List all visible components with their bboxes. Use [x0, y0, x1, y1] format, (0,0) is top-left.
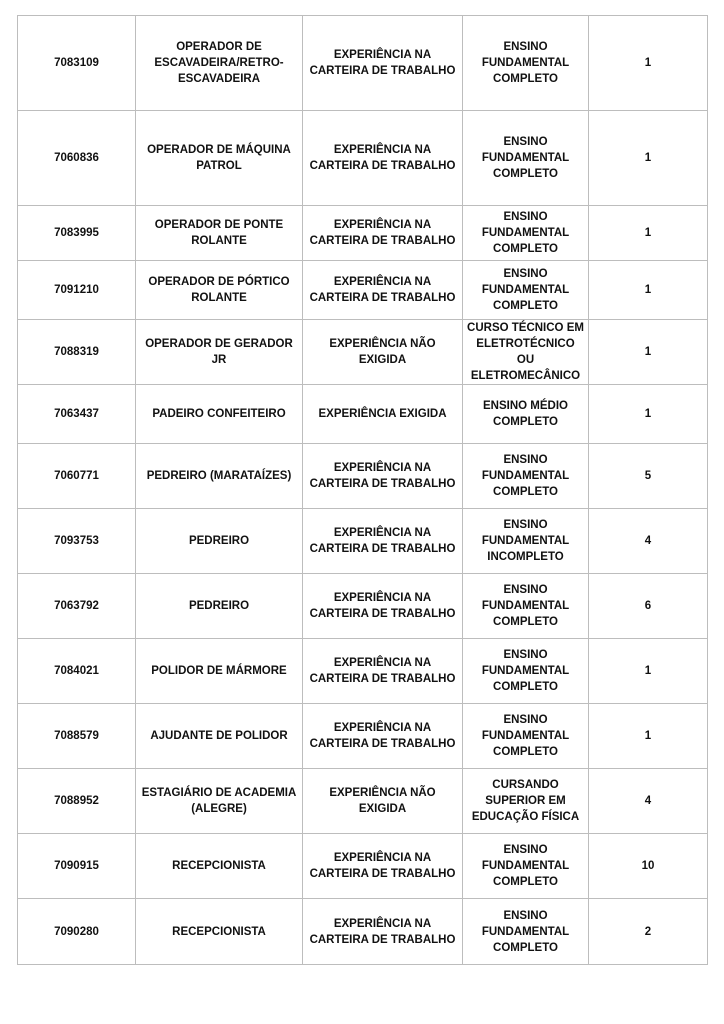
job-title: OPERADOR DE MÁQUINA PATROL — [136, 111, 303, 206]
job-title: PEDREIRO (MARATAÍZES) — [136, 444, 303, 509]
job-education: ENSINO FUNDAMENTAL COMPLETO — [463, 444, 589, 509]
job-title: PEDREIRO — [136, 509, 303, 574]
table-row — [18, 385, 708, 444]
job-title: OPERADOR DE PÓRTICO ROLANTE — [136, 261, 303, 320]
job-code: 7063792 — [18, 574, 136, 639]
job-education: ENSINO FUNDAMENTAL COMPLETO — [463, 16, 589, 111]
job-experience: EXPERIÊNCIA NA CARTEIRA DE TRABALHO — [303, 834, 463, 899]
job-experience: EXPERIÊNCIA EXIGIDA — [303, 385, 463, 444]
job-code: 7060836 — [18, 111, 136, 206]
job-education: ENSINO MÉDIO COMPLETO — [463, 385, 589, 444]
job-vacancies: 1 — [589, 261, 708, 320]
job-vacancies: 5 — [589, 444, 708, 509]
job-vacancies: 1 — [589, 639, 708, 704]
job-vacancies: 6 — [589, 574, 708, 639]
job-education: ENSINO FUNDAMENTAL COMPLETO — [463, 704, 589, 769]
job-vacancies: 2 — [589, 899, 708, 965]
job-education: ENSINO FUNDAMENTAL COMPLETO — [463, 899, 589, 965]
job-code: 7090280 — [18, 899, 136, 965]
job-experience: EXPERIÊNCIA NA CARTEIRA DE TRABALHO — [303, 16, 463, 111]
table-row — [18, 834, 708, 899]
job-title: OPERADOR DE GERADOR JR — [136, 320, 303, 385]
table-row — [18, 16, 708, 111]
job-code: 7083109 — [18, 16, 136, 111]
job-code: 7083995 — [18, 206, 136, 261]
job-code: 7060771 — [18, 444, 136, 509]
job-code: 7090915 — [18, 834, 136, 899]
job-title: OPERADOR DE PONTE ROLANTE — [136, 206, 303, 261]
table-row — [18, 574, 708, 639]
job-education: ENSINO FUNDAMENTAL COMPLETO — [463, 206, 589, 261]
job-experience: EXPERIÊNCIA NA CARTEIRA DE TRABALHO — [303, 509, 463, 574]
table-row — [18, 769, 708, 834]
job-code: 7088952 — [18, 769, 136, 834]
job-code: 7091210 — [18, 261, 136, 320]
job-education: ENSINO FUNDAMENTAL INCOMPLETO — [463, 509, 589, 574]
job-education: ENSINO FUNDAMENTAL COMPLETO — [463, 639, 589, 704]
table-row — [18, 704, 708, 769]
job-title: PADEIRO CONFEITEIRO — [136, 385, 303, 444]
table-row — [18, 261, 708, 320]
job-vacancies: 1 — [589, 111, 708, 206]
table-row — [18, 899, 708, 965]
job-vacancies: 1 — [589, 704, 708, 769]
job-vacancies: 4 — [589, 769, 708, 834]
job-experience: EXPERIÊNCIA NÃO EXIGIDA — [303, 320, 463, 385]
job-title: PEDREIRO — [136, 574, 303, 639]
job-code: 7093753 — [18, 509, 136, 574]
job-vacancies: 1 — [589, 16, 708, 111]
job-experience: EXPERIÊNCIA NA CARTEIRA DE TRABALHO — [303, 574, 463, 639]
job-experience: EXPERIÊNCIA NA CARTEIRA DE TRABALHO — [303, 444, 463, 509]
job-code: 7088579 — [18, 704, 136, 769]
job-vacancies: 1 — [589, 206, 708, 261]
job-education: CURSANDO SUPERIOR EM EDUCAÇÃO FÍSICA — [463, 769, 589, 834]
table-row — [18, 111, 708, 206]
job-title: POLIDOR DE MÁRMORE — [136, 639, 303, 704]
job-education: CURSO TÉCNICO EM ELETROTÉCNICO OU ELETROMECÂNICO — [463, 320, 589, 385]
job-education: ENSINO FUNDAMENTAL COMPLETO — [463, 261, 589, 320]
table-row — [18, 206, 708, 261]
job-experience: EXPERIÊNCIA NA CARTEIRA DE TRABALHO — [303, 111, 463, 206]
table-row — [18, 320, 708, 385]
job-vacancies-table — [17, 15, 708, 965]
job-experience: EXPERIÊNCIA NA CARTEIRA DE TRABALHO — [303, 261, 463, 320]
job-code: 7088319 — [18, 320, 136, 385]
job-title: ESTAGIÁRIO DE ACADEMIA (ALEGRE) — [136, 769, 303, 834]
job-experience: EXPERIÊNCIA NÃO EXIGIDA — [303, 769, 463, 834]
job-education: ENSINO FUNDAMENTAL COMPLETO — [463, 111, 589, 206]
job-title: RECEPCIONISTA — [136, 834, 303, 899]
job-experience: EXPERIÊNCIA NA CARTEIRA DE TRABALHO — [303, 899, 463, 965]
table-row — [18, 639, 708, 704]
job-vacancies: 10 — [589, 834, 708, 899]
job-title: OPERADOR DE ESCAVADEIRA/RETRO-ESCAVADEIRA — [136, 16, 303, 111]
table-row — [18, 444, 708, 509]
job-code: 7084021 — [18, 639, 136, 704]
job-education: ENSINO FUNDAMENTAL COMPLETO — [463, 834, 589, 899]
job-education: ENSINO FUNDAMENTAL COMPLETO — [463, 574, 589, 639]
job-title: AJUDANTE DE POLIDOR — [136, 704, 303, 769]
job-vacancies: 4 — [589, 509, 708, 574]
job-experience: EXPERIÊNCIA NA CARTEIRA DE TRABALHO — [303, 206, 463, 261]
job-experience: EXPERIÊNCIA NA CARTEIRA DE TRABALHO — [303, 704, 463, 769]
table-row — [18, 509, 708, 574]
job-title: RECEPCIONISTA — [136, 899, 303, 965]
job-experience: EXPERIÊNCIA NA CARTEIRA DE TRABALHO — [303, 639, 463, 704]
job-vacancies: 1 — [589, 320, 708, 385]
job-vacancies: 1 — [589, 385, 708, 444]
job-code: 7063437 — [18, 385, 136, 444]
